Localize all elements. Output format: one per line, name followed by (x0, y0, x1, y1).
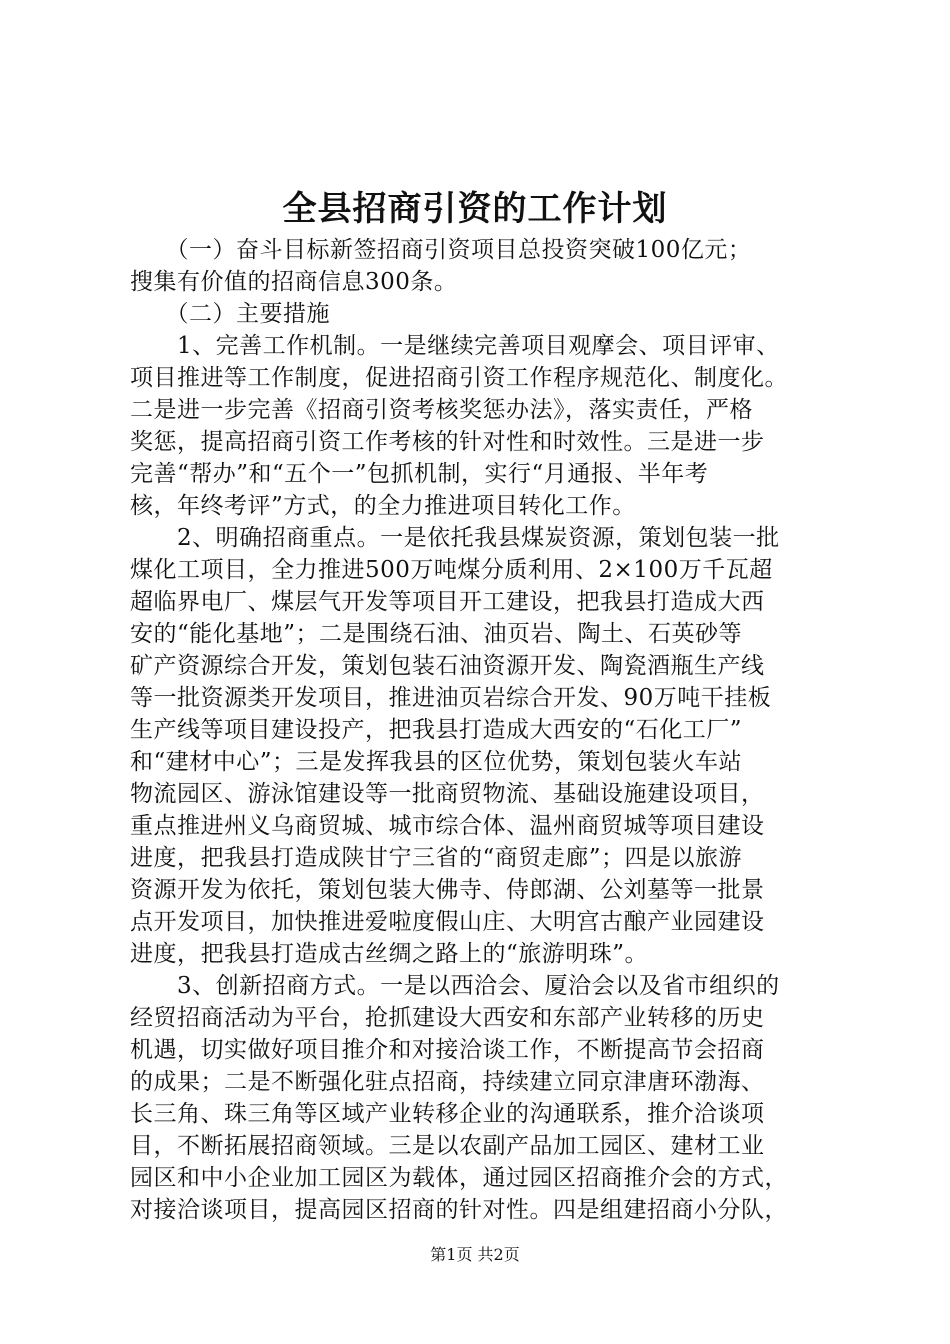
body-line: 等一批资源类开发项目，推进油页岩综合开发、90万吨干挂板 (130, 685, 772, 711)
document-body (130, 234, 830, 1226)
body-line: 生产线等项目建设投产，把我县打造成大西安的“石化工厂” (130, 717, 743, 743)
body-line: （二）主要措施 (130, 301, 330, 327)
body-line: 煤化工项目，全力推进500万吨煤分质利用、2×100万千瓦超 (130, 557, 773, 583)
body-line: 的成果；二是不断强化驻点招商，持续建立同京津唐环渤海、 (130, 1069, 765, 1095)
body-line: 二是进一步完善《招商引资考核奖惩办法》，落实责任，严格 (130, 397, 753, 423)
body-line: 长三角、珠三角等区域产业转移企业的沟通联系，推介洽谈项 (130, 1101, 765, 1127)
body-line: 超临界电厂、煤层气开发等项目开工建设，把我县打造成大西 (130, 589, 765, 615)
body-line: 重点推进州义乌商贸城、城市综合体、温州商贸城等项目建设 (130, 813, 765, 839)
body-line: 进度，把我县打造成古丝绸之路上的“旅游明珠”。 (130, 941, 649, 967)
body-line: 核，年终考评”方式，的全力推进项目转化工作。 (130, 493, 636, 519)
page-number-footer: 第1页 共2页 (430, 1245, 520, 1264)
body-line: 园区和中小企业加工园区为载体，通过园区招商推介会的方式， (130, 1165, 788, 1191)
body-line: 进度，把我县打造成陕甘宁三省的“商贸走廊”；四是以旅游 (130, 845, 743, 871)
body-line: 经贸招商活动为平台，抢抓建设大西安和东部产业转移的历史 (130, 1005, 765, 1031)
body-line: 矿产资源综合开发，策划包装石油资源开发、陶瓷酒瓶生产线 (130, 653, 765, 679)
body-line: 资源开发为依托，策划包装大佛寺、侍郎湖、公刘墓等一批景 (130, 877, 765, 903)
body-line: 安的“能化基地”；二是围绕石油、油页岩、陶土、石英砂等 (130, 621, 743, 647)
body-line: 3、创新招商方式。一是以西洽会、厦洽会以及省市组织的 (130, 973, 780, 999)
body-line: （一）奋斗目标新签招商引资项目总投资突破100亿元； (130, 237, 752, 263)
body-line: 和“建材中心”；三是发挥我县的区位优势，策划包装火车站 (130, 749, 743, 775)
body-line: 搜集有价值的招商信息300条。 (130, 269, 458, 295)
body-line: 点开发项目，加快推进爱啦度假山庄、大明宫古酿产业园建设 (130, 909, 765, 935)
body-line: 奖惩，提高招商引资工作考核的针对性和时效性。三是进一步 (130, 429, 765, 455)
body-line: 目，不断拓展招商领域。三是以农副产品加工园区、建材工业 (130, 1133, 765, 1159)
body-line: 2、明确招商重点。一是依托我县煤炭资源，策划包装一批 (130, 525, 780, 551)
body-line: 1、完善工作机制。一是继续完善项目观摩会、项目评审、 (130, 333, 780, 359)
document-title: 全县招商引资的工作计划 (282, 189, 668, 229)
body-line: 机遇，切实做好项目推介和对接洽谈工作，不断提高节会招商 (130, 1037, 765, 1063)
body-line: 对接洽谈项目，提高园区招商的针对性。四是组建招商小分队， (130, 1197, 788, 1223)
body-line: 完善“帮办”和“五个一”包抓机制，实行“月通报、半年考 (130, 461, 709, 487)
body-line: 项目推进等工作制度，促进招商引资工作程序规范化、制度化。 (130, 365, 788, 391)
body-line: 物流园区、游泳馆建设等一批商贸物流、基础设施建设项目， (130, 781, 765, 807)
